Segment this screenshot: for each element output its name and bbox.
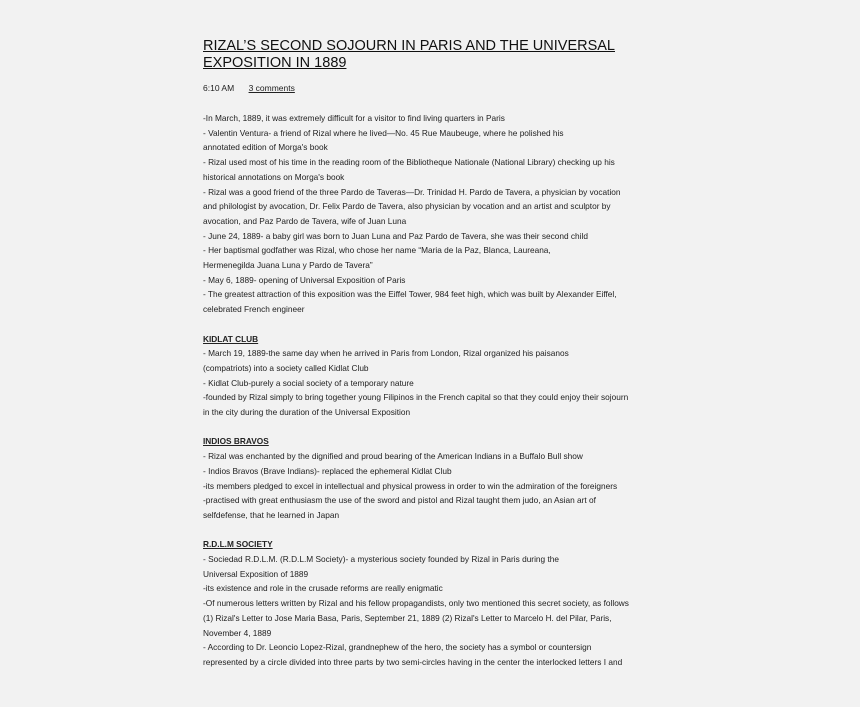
section-heading: R.D.L.M SOCIETY xyxy=(203,539,273,550)
body-line: represented by a circle divided into three parts by two semi-circles having in the center the interlocked letters I and xyxy=(203,656,623,667)
body-line: November 4, 1889 xyxy=(203,627,272,638)
body-line: annotated edition of Morga's book xyxy=(203,142,328,153)
body-line: (1) Rizal's Letter to Jose Maria Basa, Paris, September 21, 1889 (2) Rizal's Letter to Marcelo H. del Pilar, Paris, xyxy=(203,612,612,623)
body-line: - Sociedad R.D.L.M. (R.D.L.M Society)- a mysterious society founded by Rizal in Paris during the xyxy=(203,554,559,565)
body-line: -founded by Rizal simply to bring together young Filipinos in the French capital so that they could enjoy their sojourn xyxy=(203,392,629,403)
body-line: - Indios Bravos (Brave Indians)- replaced the ephemeral Kidlat Club xyxy=(203,465,452,476)
body-line: -its existence and role in the crusade reforms are really enigmatic xyxy=(203,583,443,594)
body-line: - May 6, 1889- opening of Universal Exposition of Paris xyxy=(203,274,406,285)
post-title-line-2[interactable]: EXPOSITION IN 1889 xyxy=(203,55,347,71)
body-line: in the city during the duration of the Universal Exposition xyxy=(203,407,411,418)
body-line: - Valentin Ventura- a friend of Rizal where he lived—No. 45 Rue Maubeuge, where he polished his xyxy=(203,127,564,138)
body-line: Hermenegilda Juana Luna y Pardo de Tavera” xyxy=(203,260,373,271)
body-line: - Kidlat Club-purely a social society of a temporary nature xyxy=(203,377,414,388)
body-line: and philologist by avocation, Dr. Felix Pardo de Tavera, also physician by vocation and an artist and sculptor by xyxy=(203,201,611,212)
post-meta xyxy=(203,82,295,94)
body-line: - June 24, 1889- a baby girl was born to Juan Luna and Paz Pardo de Tavera, she was their second child xyxy=(203,230,588,241)
body-line: - Rizal used most of his time in the reading room of the Bibliotheque Nationale (National Library) checking up his xyxy=(203,157,615,168)
body-line: avocation, and Paz Pardo de Tavera, wife of Juan Luna xyxy=(203,215,407,226)
body-line: - The greatest attraction of this exposition was the Eiffel Tower, 984 feet high, which was built by Alexander Eiffel, xyxy=(203,289,617,300)
section-heading: KIDLAT CLUB xyxy=(203,333,259,344)
section-heading: INDIOS BRAVOS xyxy=(203,436,269,447)
section-spacer xyxy=(203,317,663,332)
sections-block xyxy=(203,317,663,670)
intro-block xyxy=(203,111,663,317)
body-line: (compatriots) into a society called Kidlat Club xyxy=(203,362,369,373)
section-spacer xyxy=(203,523,663,538)
body-line: -practised with great enthusiasm the use of the sword and pistol and Rizal taught them judo, an Asian art of xyxy=(203,495,596,506)
body-line: historical annotations on Morga's book xyxy=(203,171,345,182)
post-title-line-1[interactable]: RIZAL’S SECOND SOJOURN IN PARIS AND THE UNIVERSAL xyxy=(203,38,615,54)
body-line: -Of numerous letters written by Rizal and his fellow propagandists, only two mentioned this secret society, as follows xyxy=(203,598,629,609)
post-time: 6:10 AM xyxy=(203,83,235,93)
post-body xyxy=(203,111,663,670)
body-line: - According to Dr. Leoncio Lopez-Rizal, grandnephew of the hero, the society has a symbol or countersign xyxy=(203,642,592,653)
comments-link[interactable]: 3 comments xyxy=(248,83,295,93)
section-spacer xyxy=(203,420,663,435)
body-line: -its members pledged to excel in intellectual and physical prowess in order to win the admiration of the foreigners xyxy=(203,480,618,491)
body-line: -In March, 1889, it was extremely difficult for a visitor to find living quarters in Paris xyxy=(203,113,505,123)
body-line: - Her baptismal godfather was Rizal, who chose her name “Maria de la Paz, Blanca, Laureana, xyxy=(203,245,551,256)
body-line: - Rizal was a good friend of the three Pardo de Taveras—Dr. Trinidad H. Pardo de Tavera, a physician by vocation xyxy=(203,186,621,197)
body-line: Universal Exposition of 1889 xyxy=(203,568,309,579)
body-line: - March 19, 1889-the same day when he arrived in Paris from London, Rizal organized his paisanos xyxy=(203,348,569,359)
body-line: celebrated French engineer xyxy=(203,304,305,315)
post-title[interactable] xyxy=(203,38,663,72)
body-line: - Rizal was enchanted by the dignified and proud bearing of the American Indians in a Buffalo Bull show xyxy=(203,451,583,462)
body-line: selfdefense, that he learned in Japan xyxy=(203,509,340,520)
